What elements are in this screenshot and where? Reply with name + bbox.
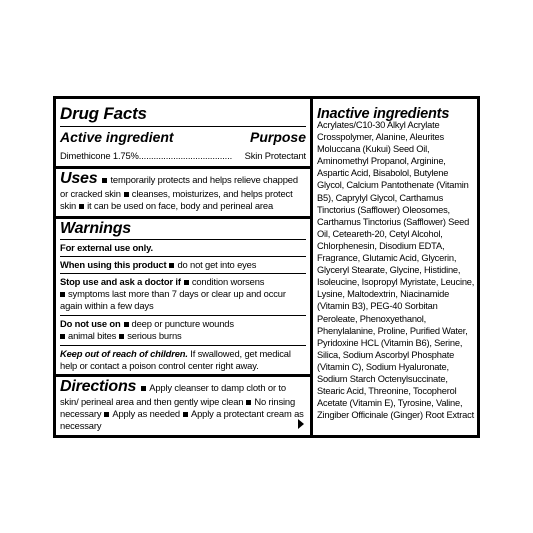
divider (60, 273, 306, 274)
uses-item: temporarily protects and helps relieve chapped or cracked skin (60, 174, 298, 199)
bullet-icon (183, 412, 188, 417)
do-not-use-warning: Do not use on deep or puncture wounds animal bites serious burns (60, 318, 234, 342)
inactive-ingredients-column (313, 99, 477, 435)
purpose-heading: Purpose (249, 129, 306, 145)
leader-dots: ...................................... (138, 150, 233, 161)
bullet-icon (119, 334, 124, 339)
keep-out-of-reach-warning: Keep out of reach of children. If swallowed, get medical help or contact a poison control center right away. (60, 348, 291, 372)
active-ingredient-section (60, 129, 306, 162)
directions-heading: Directions (60, 378, 137, 395)
divider (60, 315, 306, 316)
directions-section: Directions Apply cleanser to damp cloth or to skin/ perineal area and then gently wipe clean No rinsing necessary Apply as needed Apply a protectant cream as necessary (60, 378, 304, 432)
divider (56, 374, 310, 377)
active-ingredient-name: Dimethicone 1.75% (60, 150, 139, 161)
uses-item: it can be used on face, body and perineal area (87, 200, 274, 212)
drug-facts-title: Drug Facts (60, 104, 147, 123)
stop-use-warning: Stop use and ask a doctor if condition worsens symptoms last more than 7 days or clear up and occur again within a few days (60, 276, 286, 312)
warnings-section (60, 220, 306, 238)
divider (56, 216, 310, 219)
bullet-icon (60, 334, 65, 339)
uses-heading: Uses (60, 170, 98, 187)
continued-arrow-icon (298, 419, 304, 429)
bullet-icon (184, 280, 189, 285)
inactive-ingredients-title: Inactive ingredients (317, 106, 450, 122)
divider (60, 239, 306, 240)
divider (56, 166, 310, 169)
uses-item: cleanses, moisturizes, and helps protect skin (60, 188, 293, 212)
divider (60, 256, 306, 257)
bullet-icon (102, 178, 107, 183)
active-ingredient-row (60, 150, 306, 162)
bullet-icon (124, 192, 129, 197)
bullet-icon (141, 386, 146, 391)
uses-section (60, 170, 306, 212)
active-heading-row (60, 129, 306, 145)
active-purpose: Skin Protectant (244, 150, 306, 161)
bullet-icon (124, 322, 129, 327)
divider (60, 345, 306, 346)
active-ingredient-heading: Active ingredient (60, 129, 174, 145)
bullet-icon (169, 263, 174, 268)
drug-facts-panel (53, 96, 480, 438)
bullet-icon (246, 400, 251, 405)
bullet-icon (60, 292, 65, 297)
drug-facts-left-column (56, 99, 310, 435)
divider (60, 126, 306, 127)
when-using-warning: When using this product do not get into eyes (60, 259, 257, 270)
warnings-heading: Warnings (60, 220, 132, 237)
bullet-icon (104, 412, 109, 417)
bullet-icon (79, 204, 84, 209)
inactive-ingredients-list: Acrylates/C10-30 Alkyl Acrylate Crosspolymer, Alanine, Aleurites Moluccana (Kukui) Seed Oil, Aminomethyl Propanol, Arginine, Aspartic Acid, Bisabolol, Butylene Glycol, Calcium Pantothenate (Vitamin B5), Caprylyl Glycol, Carthamus Tinctorius (Safflower) Oleosomes, Carthamus Tinctorius (Safflower) Seed Oil, Ceteareth-20, Cetyl Alcohol, Chlorphenesin, Disodium EDTA, Fragrance, Glutamic Acid, Glycerin, Glyceryl Stearate, Glycine, Histidine, Isoleucine, Isopropyl Myristate, Leucine, Lysine, Maltodextrin, Niacinamide (Vitamin B3), PEG-40 Sorbitan Peroleate, Phenoxyethanol, Phenylalanine, Proline, Purified Water, Pyridoxine HCL (Vitamin B6), Serine, Silica, Sodium Ascorbyl Phosphate (Vitamin C), Sodium Hyaluronate, Sodium Starch Octenylsuccinate, Stearic Acid, Threonine, Tocopherol Acetate (Vitamin E), Tyrosine, Valine, Zingiber Officinale (Ginger) Root Extract (317, 120, 475, 421)
external-use-warning: For external use only. (60, 242, 153, 253)
